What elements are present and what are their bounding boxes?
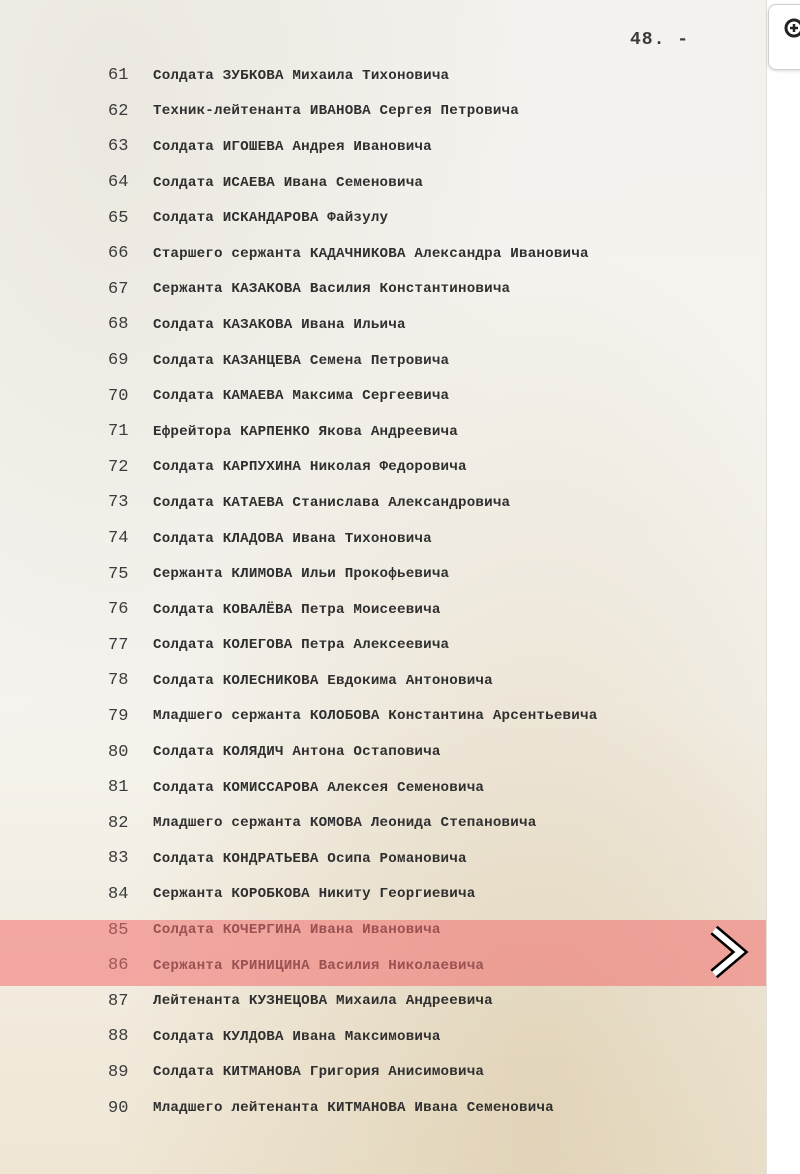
list-item bbox=[0, 983, 766, 1019]
list-item bbox=[0, 485, 766, 521]
entry-number: 70 bbox=[108, 386, 129, 406]
list-item bbox=[0, 378, 766, 414]
list-item bbox=[0, 307, 766, 343]
list-item bbox=[0, 699, 766, 735]
entry-name: Солдата КАЗАНЦЕВА Семена Петровича bbox=[153, 352, 450, 369]
entry-name: Солдата КОВАЛЁВА Петра Моисеевича bbox=[153, 601, 441, 618]
entry-number: 66 bbox=[108, 244, 129, 264]
entry-name: Младшего сержанта КОЛОБОВА Константина Арсентьевича bbox=[153, 708, 598, 725]
entry-name: Сержанта КОРОБКОВА Никиту Георгиевича bbox=[153, 886, 476, 903]
list-item bbox=[0, 94, 766, 130]
entry-number: 71 bbox=[108, 422, 129, 442]
entry-name: Солдата КОЛЯДИЧ Антона Остаповича bbox=[153, 744, 441, 761]
entry-name: Солдата КАМАЕВА Максима Сергеевича bbox=[153, 388, 450, 405]
list-item bbox=[0, 663, 766, 699]
entry-name: Ефрейтора КАРПЕНКО Якова Андреевича bbox=[153, 423, 458, 440]
list-item bbox=[0, 841, 766, 877]
entry-name: Солдата КОЛЕГОВА Петра Алексеевича bbox=[153, 637, 450, 654]
corner-control-button[interactable] bbox=[768, 4, 800, 70]
list-item bbox=[0, 200, 766, 236]
entry-name: Старшего сержанта КАДАЧНИКОВА Александра Ивановича bbox=[153, 245, 589, 262]
entry-name: Солдата ИСАЕВА Ивана Семеновича bbox=[153, 174, 424, 191]
entry-number: 64 bbox=[108, 173, 129, 193]
highlight-band bbox=[0, 920, 766, 986]
entry-name: Солдата ИГОШЕВА Андрея Ивановича bbox=[153, 138, 432, 155]
list-item bbox=[0, 58, 766, 94]
entry-number: 88 bbox=[108, 1027, 129, 1047]
entry-name: Техник-лейтенанта ИВАНОВА Сергея Петровича bbox=[153, 103, 519, 120]
entry-number: 69 bbox=[108, 351, 129, 371]
entry-number: 84 bbox=[108, 884, 129, 904]
entry-number: 89 bbox=[108, 1062, 129, 1082]
entry-name: Сержанта КАЗАКОВА Василия Константиновича bbox=[153, 281, 511, 298]
entry-number: 77 bbox=[108, 635, 129, 655]
entry-name: Младшего сержанта КОМОВА Леонида Степановича bbox=[153, 815, 537, 832]
entry-name: Солдата ЗУБКОВА Михаила Тихоновича bbox=[153, 67, 450, 84]
list-item bbox=[0, 628, 766, 664]
entry-number: 78 bbox=[108, 671, 129, 691]
entry-name: Солдата КАТАЕВА Станислава Александровича bbox=[153, 494, 511, 511]
entry-number: 76 bbox=[108, 600, 129, 620]
entry-number: 87 bbox=[108, 991, 129, 1011]
entry-number: 63 bbox=[108, 137, 129, 157]
list-item bbox=[0, 236, 766, 272]
entry-number: 74 bbox=[108, 529, 129, 549]
entry-name: Солдата КОНДРАТЬЕВА Осипа Романовича bbox=[153, 850, 467, 867]
list-item bbox=[0, 129, 766, 165]
list-item bbox=[0, 556, 766, 592]
entry-name: Солдата КАЗАКОВА Ивана Ильича bbox=[153, 316, 406, 333]
entry-name: Солдата КИТМАНОВА Григория Анисимовича bbox=[153, 1064, 485, 1081]
list-item bbox=[0, 592, 766, 628]
list-item bbox=[0, 414, 766, 450]
list-item bbox=[0, 770, 766, 806]
entry-number: 82 bbox=[108, 813, 129, 833]
entry-name: Солдата КУЛДОВА Ивана Максимовича bbox=[153, 1028, 441, 1045]
entry-name: Солдата КЛАДОВА Ивана Тихоновича bbox=[153, 530, 432, 547]
entry-number: 90 bbox=[108, 1098, 129, 1118]
entry-number: 72 bbox=[108, 457, 129, 477]
entry-name: Младшего лейтенанта КИТМАНОВА Ивана Семеновича bbox=[153, 1100, 554, 1117]
entry-name: Сержанта КЛИМОВА Ильи Прокофьевича bbox=[153, 566, 450, 583]
entry-number: 68 bbox=[108, 315, 129, 335]
entry-name: Солдата КАРПУХИНА Николая Федоровича bbox=[153, 459, 467, 476]
entry-number: 73 bbox=[108, 493, 129, 513]
entry-number: 81 bbox=[108, 778, 129, 798]
entry-number: 83 bbox=[108, 849, 129, 869]
entry-number: 62 bbox=[108, 101, 129, 121]
list-item bbox=[0, 1019, 766, 1055]
next-page-button[interactable] bbox=[704, 924, 752, 980]
entry-name: Солдата КОМИССАРОВА Алексея Семеновича bbox=[153, 779, 485, 796]
list-item bbox=[0, 272, 766, 308]
list-item bbox=[0, 450, 766, 486]
page-number: 48. - bbox=[630, 30, 690, 50]
entry-number: 75 bbox=[108, 564, 129, 584]
chevron-right-icon bbox=[704, 924, 752, 980]
list-item bbox=[0, 1055, 766, 1091]
list-item bbox=[0, 877, 766, 913]
circle-plus-icon bbox=[783, 17, 800, 39]
list-item bbox=[0, 1090, 766, 1126]
entry-number: 67 bbox=[108, 279, 129, 299]
entry-name: Лейтенанта КУЗНЕЦОВА Михаила Андреевича bbox=[153, 993, 493, 1010]
entry-name: Солдата КОЛЕСНИКОВА Евдокима Антоновича bbox=[153, 672, 493, 689]
list-item bbox=[0, 734, 766, 770]
list-item bbox=[0, 165, 766, 201]
list-item bbox=[0, 343, 766, 379]
entry-name: Солдата ИСКАНДАРОВА Файзулу bbox=[153, 210, 389, 227]
entry-number: 79 bbox=[108, 706, 129, 726]
entry-number: 80 bbox=[108, 742, 129, 762]
list-item bbox=[0, 805, 766, 841]
list-item bbox=[0, 521, 766, 557]
entry-number: 61 bbox=[108, 66, 129, 86]
entry-number: 65 bbox=[108, 208, 129, 228]
